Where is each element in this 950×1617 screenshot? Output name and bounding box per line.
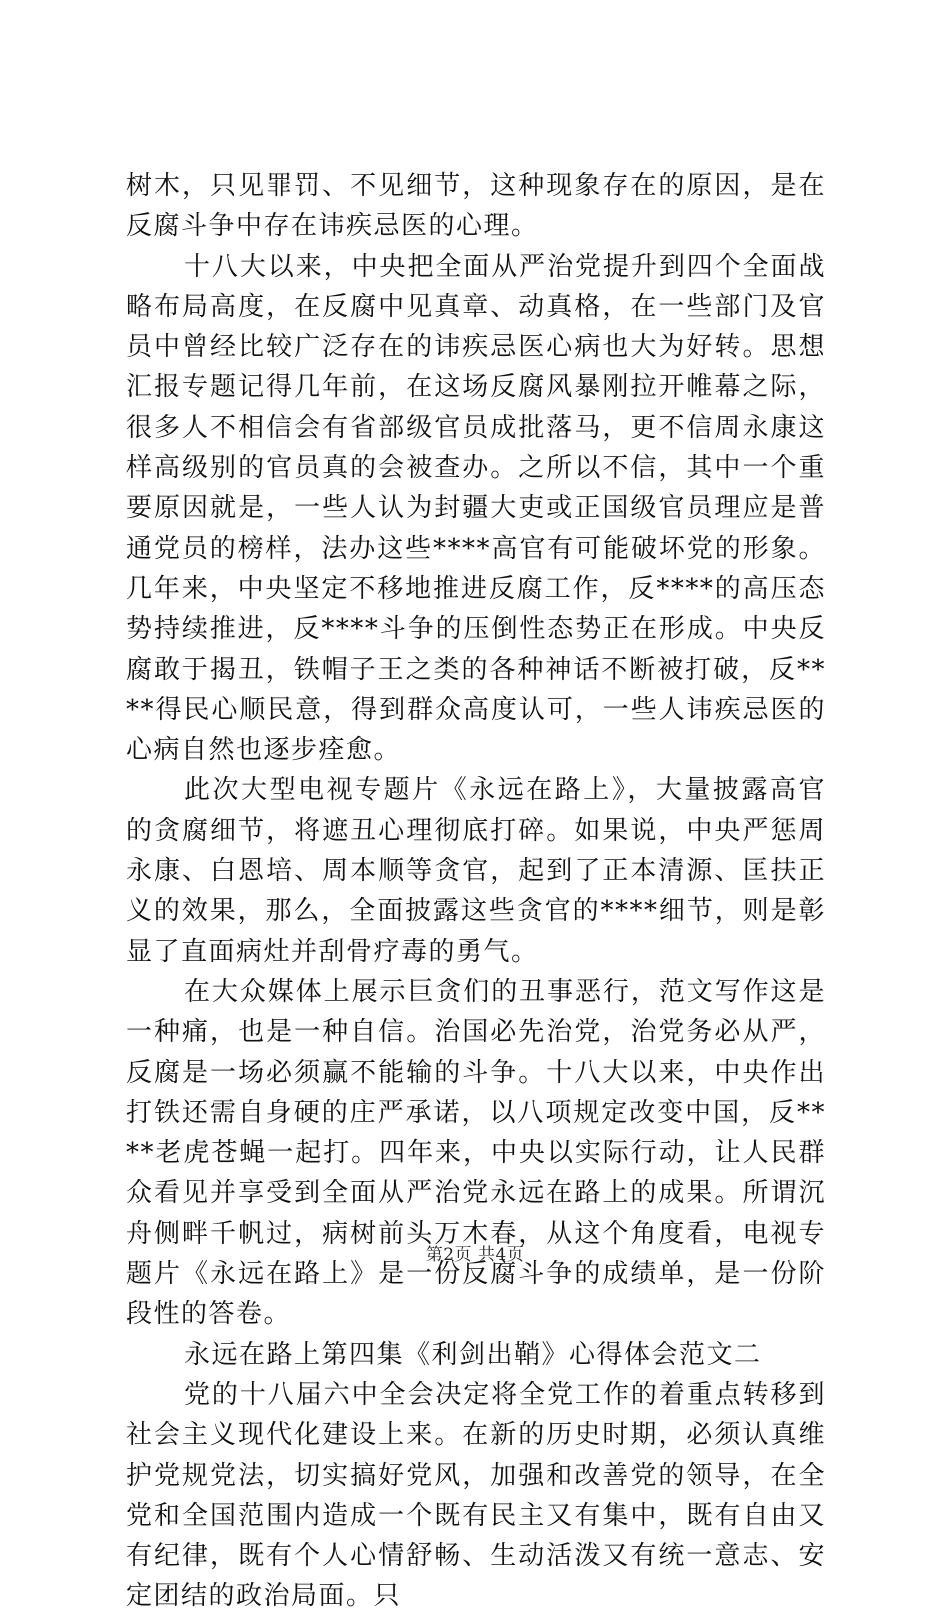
section-heading: 永远在路上第四集《利剑出鞘》心得体会范文二 xyxy=(184,1339,762,1370)
page-number-footer: 第2页 共4页 xyxy=(425,1245,525,1265)
paragraph: 此次大型电视专题片《永远在路上》，大量披露高官的贪腐细节，将遮丑心理彻底打碎。如果说，中央严惩周永康、白恩培、周本顺等贪官，起到了正本清源、匡扶正义的效果，那么，全面披露这些贪官的****细节，则是彰显了直面病灶并刮骨疗毒的勇气。 xyxy=(126,775,826,967)
paragraph: 在大众媒体上展示巨贪们的丑事恶行，范文写作这是一种痛，也是一种自信。治国必先治党，治党务必从严，反腐是一场必须赢不能输的斗争。十八大以来，中央作出打铁还需自身硬的庄严承诺，以八项规定改变中国，反****老虎苍蝇一起打。四年来，中央以实际行动，让人民群众看见并享受到全面从严治党永远在路上的成果。所谓沉舟侧畔千帆过，病树前头万木春，从这个角度看，电视专题片《永远在路上》是一份反腐斗争的成绩单，是一份阶段性的答卷。 xyxy=(126,976,826,1330)
document-body xyxy=(126,166,826,1617)
paragraph-continued: 树木，只见罪罚、不见细节，这种现象存在的原因，是在反腐斗争中存在讳疾忌医的心理。 xyxy=(126,171,826,242)
paragraph: 十八大以来，中央把全面从严治党提升到四个全面战略布局高度，在反腐中见真章、动真格，在一些部门及官员中曾经比较广泛存在的讳疾忌医心病也大为好转。思想汇报专题记得几年前，在这场反腐风暴刚拉开帷幕之际，很多人不相信会有省部级官员成批落马，更不信周永康这样高级别的官员真的会被查办。之所以不信，其中一个重要原因就是，一些人认为封疆大吏或正国级官员理应是普通党员的榜样，法办这些****高官有可能破坏党的形象。几年来，中央坚定不移地推进反腐工作，反****的高压态势持续推进，反****斗争的压倒性态势正在形成。中央反腐敢于揭丑，铁帽子王之类的各种神话不断被打破，反****得民心顺民意，得到群众高度认可，一些人讳疾忌医的心病自然也逐步痊愈。 xyxy=(126,251,826,766)
paragraph: 党的十八届六中全会决定将全党工作的着重点转移到社会主义现代化建设上来。在新的历史时期，必须认真维护党规党法，切实搞好党风，加强和改善党的领导，在全党和全国范围内造成一个既有民主又有集中，既有自由又有纪律，既有个人心情舒畅、生动活泼又有统一意志、安定团结的政治局面。只 xyxy=(126,1379,826,1612)
